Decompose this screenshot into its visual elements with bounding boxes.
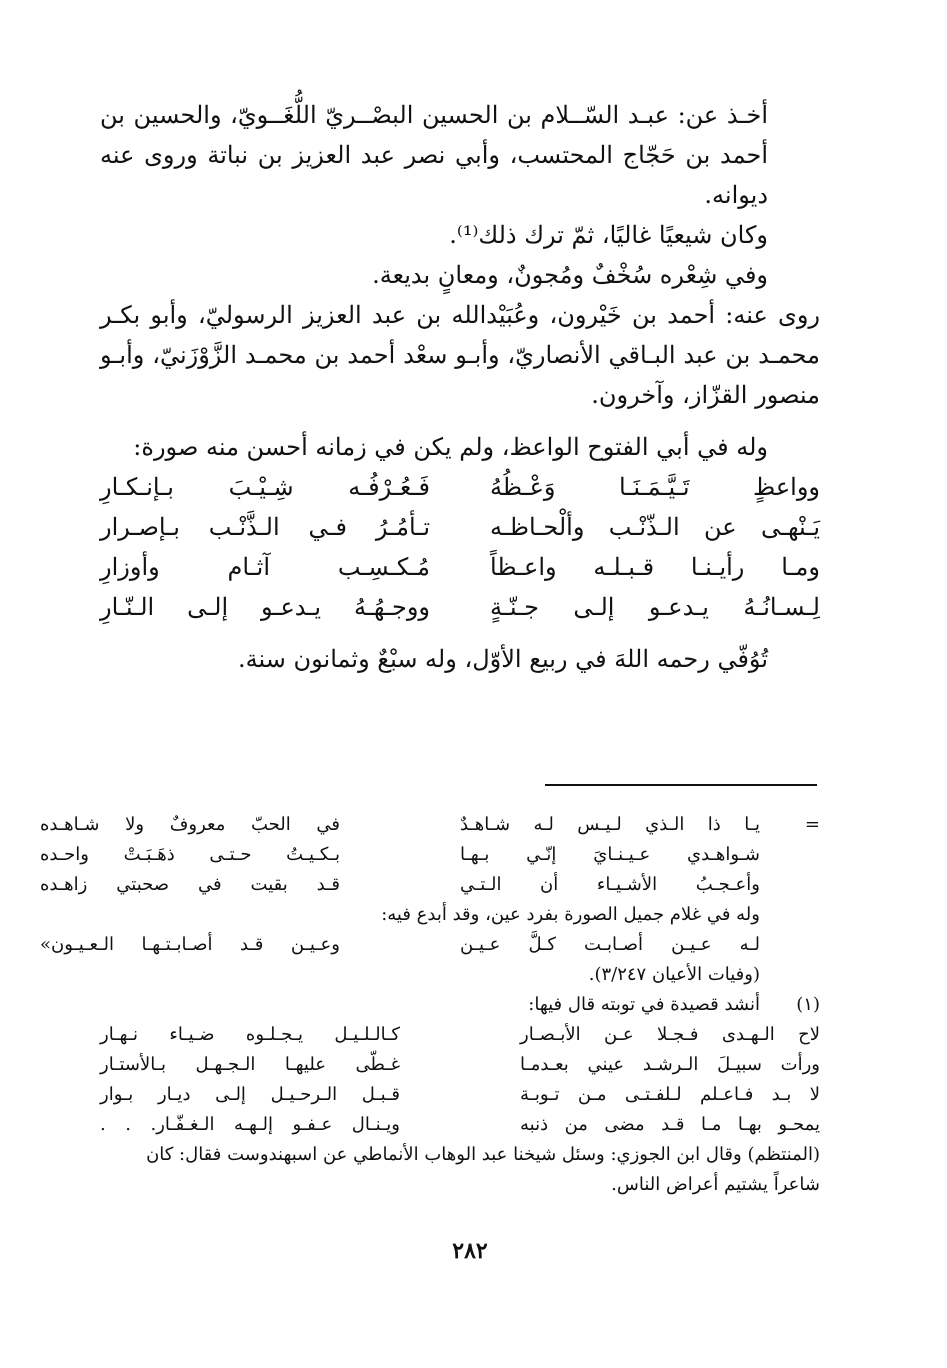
verse-first-hemistich: لِـسـانُـهُ يـدعـو إلـى جـنّـةٍ — [490, 593, 820, 621]
verse-first-hemistich: لاح الـهـدى فـجـلا عـن الأبـصـار — [520, 1024, 820, 1045]
verse-first-hemistich: يمحـو بهـا مـا قـد مضى من ذنبه — [520, 1114, 820, 1135]
footnote-verse-line — [100, 1050, 820, 1080]
verse-second-hemistich: بـكـيـتُ حـتـى ذهَـبَـتْ واحـده — [40, 844, 340, 865]
verse-second-hemistich: وعـيـن قـد أصـابـتـهـا الـعـيـون» — [40, 934, 340, 955]
page-number: ٢٨٢ — [452, 1238, 488, 1264]
verse-second-hemistich: في الحبّ معروفٌ ولا شـاهـده — [40, 814, 340, 835]
footnote-intro: وله في غلام جميل الصورة بفرد عين، وقد أبدع فيه: — [381, 904, 760, 925]
footnote-number: (١) — [796, 994, 820, 1015]
paragraph-shiism: وكان شيعيًا غاليًا، ثمّ ترك ذلك⁽¹⁾. — [449, 221, 768, 249]
verse-second-hemistich: مُـكـسِـب آثـام وأوزارِ — [100, 553, 430, 581]
footnote-source: (المنتظم) وقال ابن الجوزي: وسئل شيخنا عبد الوهاب الأنماطي عن اسبهندوست فقال: كان شاعراً يشتيم أعراض الناس. — [146, 1144, 820, 1195]
verse-second-hemistich: تـأمُـرُ فـي الـذَّنْـب بـإصـرار — [100, 513, 430, 541]
verse-second-hemistich: ويـنـال عـفـو إلـهـه الـغـفّـار. . . — [100, 1114, 400, 1135]
footnote-verse-line — [40, 930, 760, 960]
verse-first-hemistich: لـه عـيـن أصـابـت كـلَّ عـيـن — [460, 934, 760, 955]
verse-line — [100, 467, 820, 507]
footnote-verse-line — [100, 1110, 820, 1140]
verse-first-hemistich: ومـا رأيـنـا قـبـلـه واعـظاً — [490, 553, 820, 581]
verse-line — [100, 547, 820, 587]
verse-second-hemistich: فَـعُـرْفُـه شِـيْـبَ بـإنـكـارِ — [100, 473, 430, 501]
verse-second-hemistich: قـد بقيت في صحبتي زاهـده — [40, 874, 340, 895]
verse-first-hemistich: يـا ذا الـذي لـيـس لـه شـاهـدٌ — [460, 814, 760, 835]
footnote-verse-line — [100, 1020, 820, 1050]
verse-first-hemistich: ورأت سبيـلَ الـرشـد عيني بعـدمـا — [520, 1054, 820, 1075]
verse-first-hemistich: شـواهـدي عـيـنـايَ إنّـي بـهـا — [460, 844, 760, 865]
verse-line — [100, 507, 820, 547]
footnote-verse-line — [40, 840, 760, 870]
verse-second-hemistich: قـبـل الـرحـيـل إلـى ديـار بـوار — [100, 1084, 400, 1105]
footnote-continuation — [40, 810, 820, 990]
main-text — [100, 95, 820, 679]
verse-first-hemistich: وأعـجـبُ الأشـيـاء أن الـتـي — [460, 874, 760, 895]
footnote-verse-line — [100, 1080, 820, 1110]
verse-line — [100, 587, 820, 627]
verse-first-hemistich: لا بـد فـاعـلم لـلفـتـى مـن تـوبـة — [520, 1084, 820, 1105]
paragraph-poem-intro: وله في أبي الفتوح الواعظ، ولم يكن في زمانه أحسن منه صورة: — [133, 433, 768, 461]
footnote-verse-line — [40, 870, 760, 900]
footnote-separator — [545, 784, 817, 786]
paragraph-death: تُوُفّي رحمه اللهَ في ربيع الأوّل، وله سبْعٌ وثمانون سنة. — [238, 645, 768, 673]
verse-first-hemistich: يَـنْهـى عن الـذّنْـب وألْحـاظـه — [490, 513, 820, 541]
footnotes — [40, 810, 820, 1200]
footnote-1 — [100, 990, 820, 1200]
paragraph-teachers: أخـذ عن: عبـد السّــلام بن الحسين البصْــريّ اللُّغَــويّ، والحسين بن أحمد بن حَجّاج المحتسب، وأبي نصر عبد العزيز بن نباتة وروى عنه ديوانه. — [100, 101, 769, 209]
verse-second-hemistich: غـطّى عليهـا الـجـهـل بـالأستـار — [100, 1054, 400, 1075]
verse-second-hemistich: كـالـلـيـل يـجـلـوه ضـيـاء نـهـار — [100, 1024, 400, 1045]
verse-first-hemistich: وواعظٍ تَـيَّـمَـنَـا وَعْـظُهُ — [490, 473, 820, 501]
paragraph-poetry: وفي شِعْره سُخْفٌ ومُجونٌ، ومعانٍ بديعة. — [372, 261, 768, 289]
verse-second-hemistich: ووجـهُـهُ يـدعـو إلـى الـنّـارِ — [100, 593, 430, 621]
footnote-verse-line — [40, 810, 760, 840]
continuation-marker: = — [804, 814, 820, 835]
paragraph-narrators: روى عنه: أحمد بن خَيْرون، وعُبَيْدالله بن عبد العزيز الرسوليّ، وأبو بكـر محمـد بن عبد البـاقي الأنصاريّ، وأبـو سعْد أحمد بن محمـد الزَّوْزَنيّ، وأبـو منصور القزّاز، وآخرون. — [100, 301, 820, 409]
footnote-source: (وفيات الأعيان ٣/٢٤٧). — [588, 964, 760, 985]
footnote-intro: أنشد قصيدة في توبته قال فيها: — [528, 994, 760, 1015]
